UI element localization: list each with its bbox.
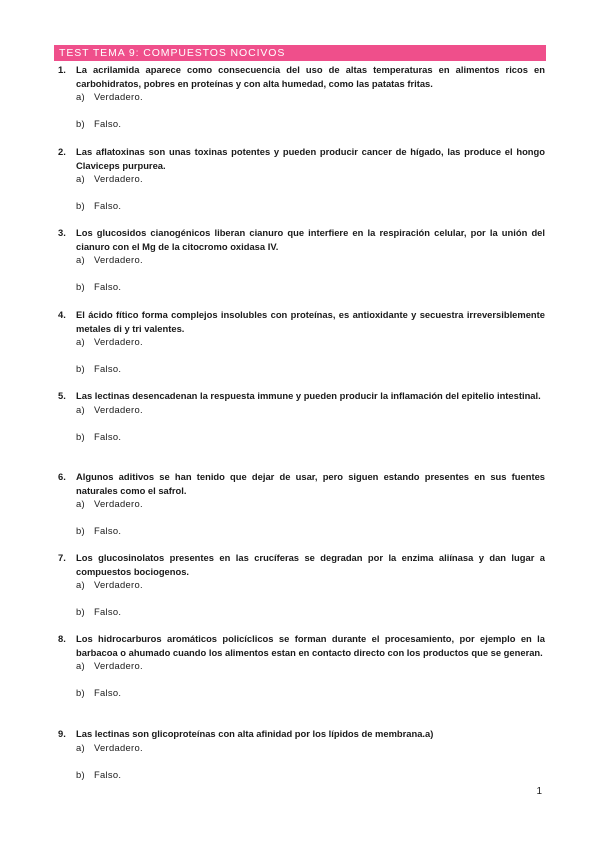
option-text: Verdadero.: [94, 741, 143, 753]
option-text: Verdadero.: [94, 91, 143, 102]
option-a: [76, 335, 545, 348]
option-b: [76, 199, 545, 212]
question-number: 6.: [58, 471, 66, 482]
option-text: Falso.: [94, 687, 122, 698]
question-4: [58, 308, 545, 375]
option-a: [76, 253, 545, 266]
option-text: Falso.: [94, 281, 122, 292]
option-letter: a): [76, 173, 85, 184]
option-text: Verdadero.: [94, 498, 143, 509]
option-text: Falso.: [94, 430, 122, 442]
option-text: Verdadero.: [94, 579, 143, 590]
question-3: [58, 226, 545, 293]
document-title: TEST TEMA 9: COMPUESTOS NOCIVOS: [59, 47, 286, 59]
question-7: [58, 551, 545, 618]
option-letter: a): [76, 254, 85, 265]
option-a: [76, 90, 545, 103]
question-number: 5.: [58, 390, 66, 401]
option-letter: a): [76, 336, 85, 347]
option-letter: b): [76, 200, 85, 211]
option-text: Falso.: [94, 118, 122, 129]
option-text: Verdadero.: [94, 403, 143, 415]
option-letter: b): [76, 430, 85, 442]
question-8: [58, 632, 545, 699]
option-letter: b): [76, 606, 85, 617]
option-text: Falso.: [94, 363, 122, 374]
option-letter: a): [76, 660, 85, 671]
option-letter: b): [76, 118, 85, 129]
question-number: 7.: [58, 552, 66, 563]
option-b: [76, 768, 545, 781]
question-6: [58, 470, 545, 537]
option-text: Falso.: [94, 200, 122, 211]
question-number: 3.: [58, 227, 66, 238]
option-a: [76, 741, 545, 754]
option-b: [76, 524, 545, 537]
option-text: Falso.: [94, 606, 122, 617]
question-text: Las aflatoxinas son unas toxinas potentes y pueden producir cancer de hígado, las produce el hongo Claviceps purpurea.: [76, 146, 545, 171]
option-letter: b): [76, 281, 85, 292]
question-text: El ácido fítico forma complejos insolubles con proteínas, es antioxidante y secuestra irreversiblemente metales di y tri valentes.: [76, 309, 545, 334]
option-text: Falso.: [94, 525, 122, 536]
option-a: [76, 578, 545, 591]
option-letter: a): [76, 91, 85, 102]
option-text: Verdadero.: [94, 660, 143, 671]
option-letter: b): [76, 768, 85, 780]
question-text: Las lectinas desencadenan la respuesta immune y pueden producir la inflamación del epitelio intestinal.: [76, 390, 541, 401]
option-b: [76, 280, 545, 293]
question-text: Los hidrocarburos aromáticos policíclicos se forman durante el procesamiento, por ejemplo en la barbacoa o ahumado cuando los alimentos estan en contacto directo con los productos que se generan.: [76, 633, 545, 658]
question-5: [58, 389, 545, 443]
option-b: [76, 605, 545, 618]
page-number: 1: [536, 786, 542, 797]
question-9: [58, 727, 545, 781]
document-header-bar: [54, 45, 546, 61]
option-text: Verdadero.: [94, 336, 143, 347]
option-letter: b): [76, 525, 85, 536]
option-text: Verdadero.: [94, 173, 143, 184]
option-letter: a): [76, 741, 85, 753]
option-b: [76, 362, 545, 375]
option-letter: a): [76, 579, 85, 590]
option-b: [76, 117, 545, 130]
option-letter: b): [76, 363, 85, 374]
option-b: [76, 686, 545, 699]
option-a: [76, 497, 545, 510]
question-text: La acrilamida aparece como consecuencia del uso de altas temperaturas en alimentos ricos en carbohidratos, pobres en proteínas y con alta humedad, como las patatas fritas.: [76, 64, 545, 89]
option-a: [76, 403, 545, 416]
option-a: [76, 659, 545, 672]
question-number: 2.: [58, 146, 66, 157]
question-2: [58, 145, 545, 212]
question-text: Los glucosinolatos presentes en las crucíferas se degradan por la enzima aliínasa y dan lugar a compuestos bociogenos.: [76, 552, 545, 577]
option-text: Verdadero.: [94, 254, 143, 265]
question-1: [58, 63, 545, 130]
question-number: 9.: [58, 728, 66, 739]
option-a: [76, 172, 545, 185]
question-text: Los glucosidos cianogénicos liberan cianuro que interfiere en la respiración celular, por la unión del cianuro con el Mg de la citocromo oxidasa IV.: [76, 227, 545, 252]
option-letter: a): [76, 498, 85, 509]
question-text: Las lectinas son glicoproteínas con alta afinidad por los lípidos de membrana.a): [76, 728, 434, 739]
question-text: Algunos aditivos se han tenido que dejar de usar, pero siguen estando presentes en sus fuentes naturales como el safrol.: [76, 471, 545, 496]
question-number: 1.: [58, 64, 66, 75]
option-b: [76, 430, 545, 443]
question-number: 4.: [58, 309, 66, 320]
option-letter: a): [76, 403, 85, 415]
option-letter: b): [76, 687, 85, 698]
option-text: Falso.: [94, 768, 122, 780]
question-number: 8.: [58, 633, 66, 644]
